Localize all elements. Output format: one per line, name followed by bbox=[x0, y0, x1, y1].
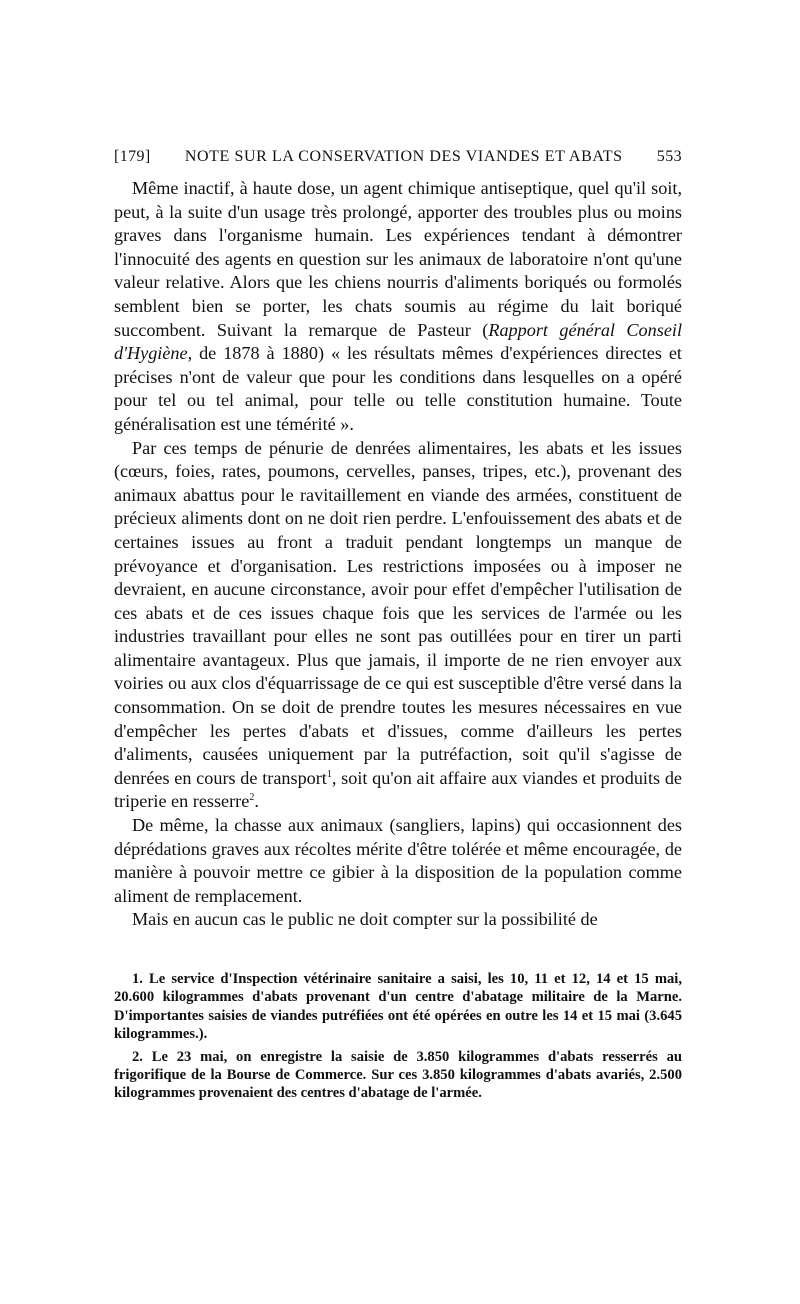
paragraph-1 bbox=[114, 177, 682, 437]
running-header bbox=[114, 148, 682, 174]
paragraph-1-text-b: , de 1878 à 1880) « les résultats mêmes d'expériences directes et précises n'ont de valeur que pour les conditions dans lesquelles on a opéré pour tel ou tel animal, pour telle ou telle constitution humaine. Toute généralisation est une témérité ». bbox=[114, 343, 682, 434]
page-number: 553 bbox=[656, 148, 682, 165]
paragraph-2-text-b: , soit qu'on ait affaire aux viandes et produits de triperie en resserre bbox=[114, 767, 682, 812]
footnote-ref-2: 2 bbox=[249, 792, 255, 804]
paragraph-4: Mais en aucun cas le public ne doit compter sur la possibilité de bbox=[132, 909, 598, 930]
header-section-number: [179] bbox=[114, 148, 151, 165]
paragraph-1-text-a: Même inactif, à haute dose, un agent chimique antiseptique, quel qu'il soit, peut, à la suite d'un usage très prolongé, apporter des troubles plus ou moins graves dans l'organisme humain. Les expériences tendant à démontrer l'innocuité des agents en question sur les animaux de laboratoire n'ont qu'une valeur relative. Alors que les chiens nourris d'aliments boriqués ou formolés semblent bien se porter, les chats soumis au régime du lait boriqué succombent. Suivant la remarque de Pasteur ( bbox=[114, 178, 682, 340]
paragraph-2-text-a: Par ces temps de pénurie de denrées alimentaires, les abats et les issues (cœurs, foies, rates, poumons, cervelles, panses, tripes, etc.), provenant des animaux abattus pour le ravitaillement en viande des armées, constituent de précieux aliments dont on ne doit rien perdre. L'enfouissement des abats et de certaines issues au front a traduit pendant longtemps un manque de prévoyance et d'organisation. Les restrictions imposées ou à imposer ne devraient, en aucune circonstance, avoir pour effet d'empêcher l'utilisation de ces abats et de ces issues chaque fois que les services de l'armée ou les industries travaillant pour elles ne sont pas outillées pour en tirer un parti alimentaire avantageux. Plus que jamais, il importe de ne rien envoyer aux voiries ou aux clos d'équarrissage de ce qui est susceptible d'être versé dans la consommation. On se doit de prendre toutes les mesures nécessaires en vue d'empêcher les pertes d'abats et d'issues, comme d'ailleurs les pertes d'aliments, causées uniquement par la putréfaction, soit qu'il s'agisse de denrées en cours de transport bbox=[114, 437, 682, 788]
paragraph-3: De même, la chasse aux animaux (sangliers, lapins) qui occasionnent des déprédations graves aux récoltes mérite d'être tolérée et même encouragée, de manière à pouvoir mettre ce gibier à la disposition de la population comme aliment de remplacement. bbox=[114, 815, 682, 906]
body-text bbox=[114, 177, 682, 932]
citation-title: Rapport général Conseil d'Hygiène bbox=[114, 319, 683, 364]
footnote-1: 1. Le service d'Inspection vétérinaire sanitaire a saisi, les 10, 11 et 12, 14 et 15 mai, 20.600 kilogrammes d'abats provenant d'un centre d'abatage militaire de la Marne. D'importantes saisies de viandes putréfiées ont été opérées en outre les 14 et 15 mai (3.645 kilogrammes.). bbox=[114, 971, 682, 1043]
footnote-2: 2. Le 23 mai, on enregistre la saisie de 3.850 kilogrammes d'abats resserrés au frigorifique de la Bourse de Commerce. Sur ces 3.850 kilogrammes d'abats avariés, 2.500 kilogrammes provenaient des centres d'abatage de l'armée. bbox=[114, 1048, 682, 1102]
paragraph-2-text-c: . bbox=[254, 791, 259, 812]
paragraph-2 bbox=[114, 437, 682, 815]
footnote-ref-1: 1 bbox=[326, 768, 332, 780]
page bbox=[114, 148, 682, 1103]
header-title: NOTE SUR LA CONSERVATION DES VIANDES ET ABATS bbox=[184, 148, 623, 165]
footnotes bbox=[114, 970, 682, 1103]
